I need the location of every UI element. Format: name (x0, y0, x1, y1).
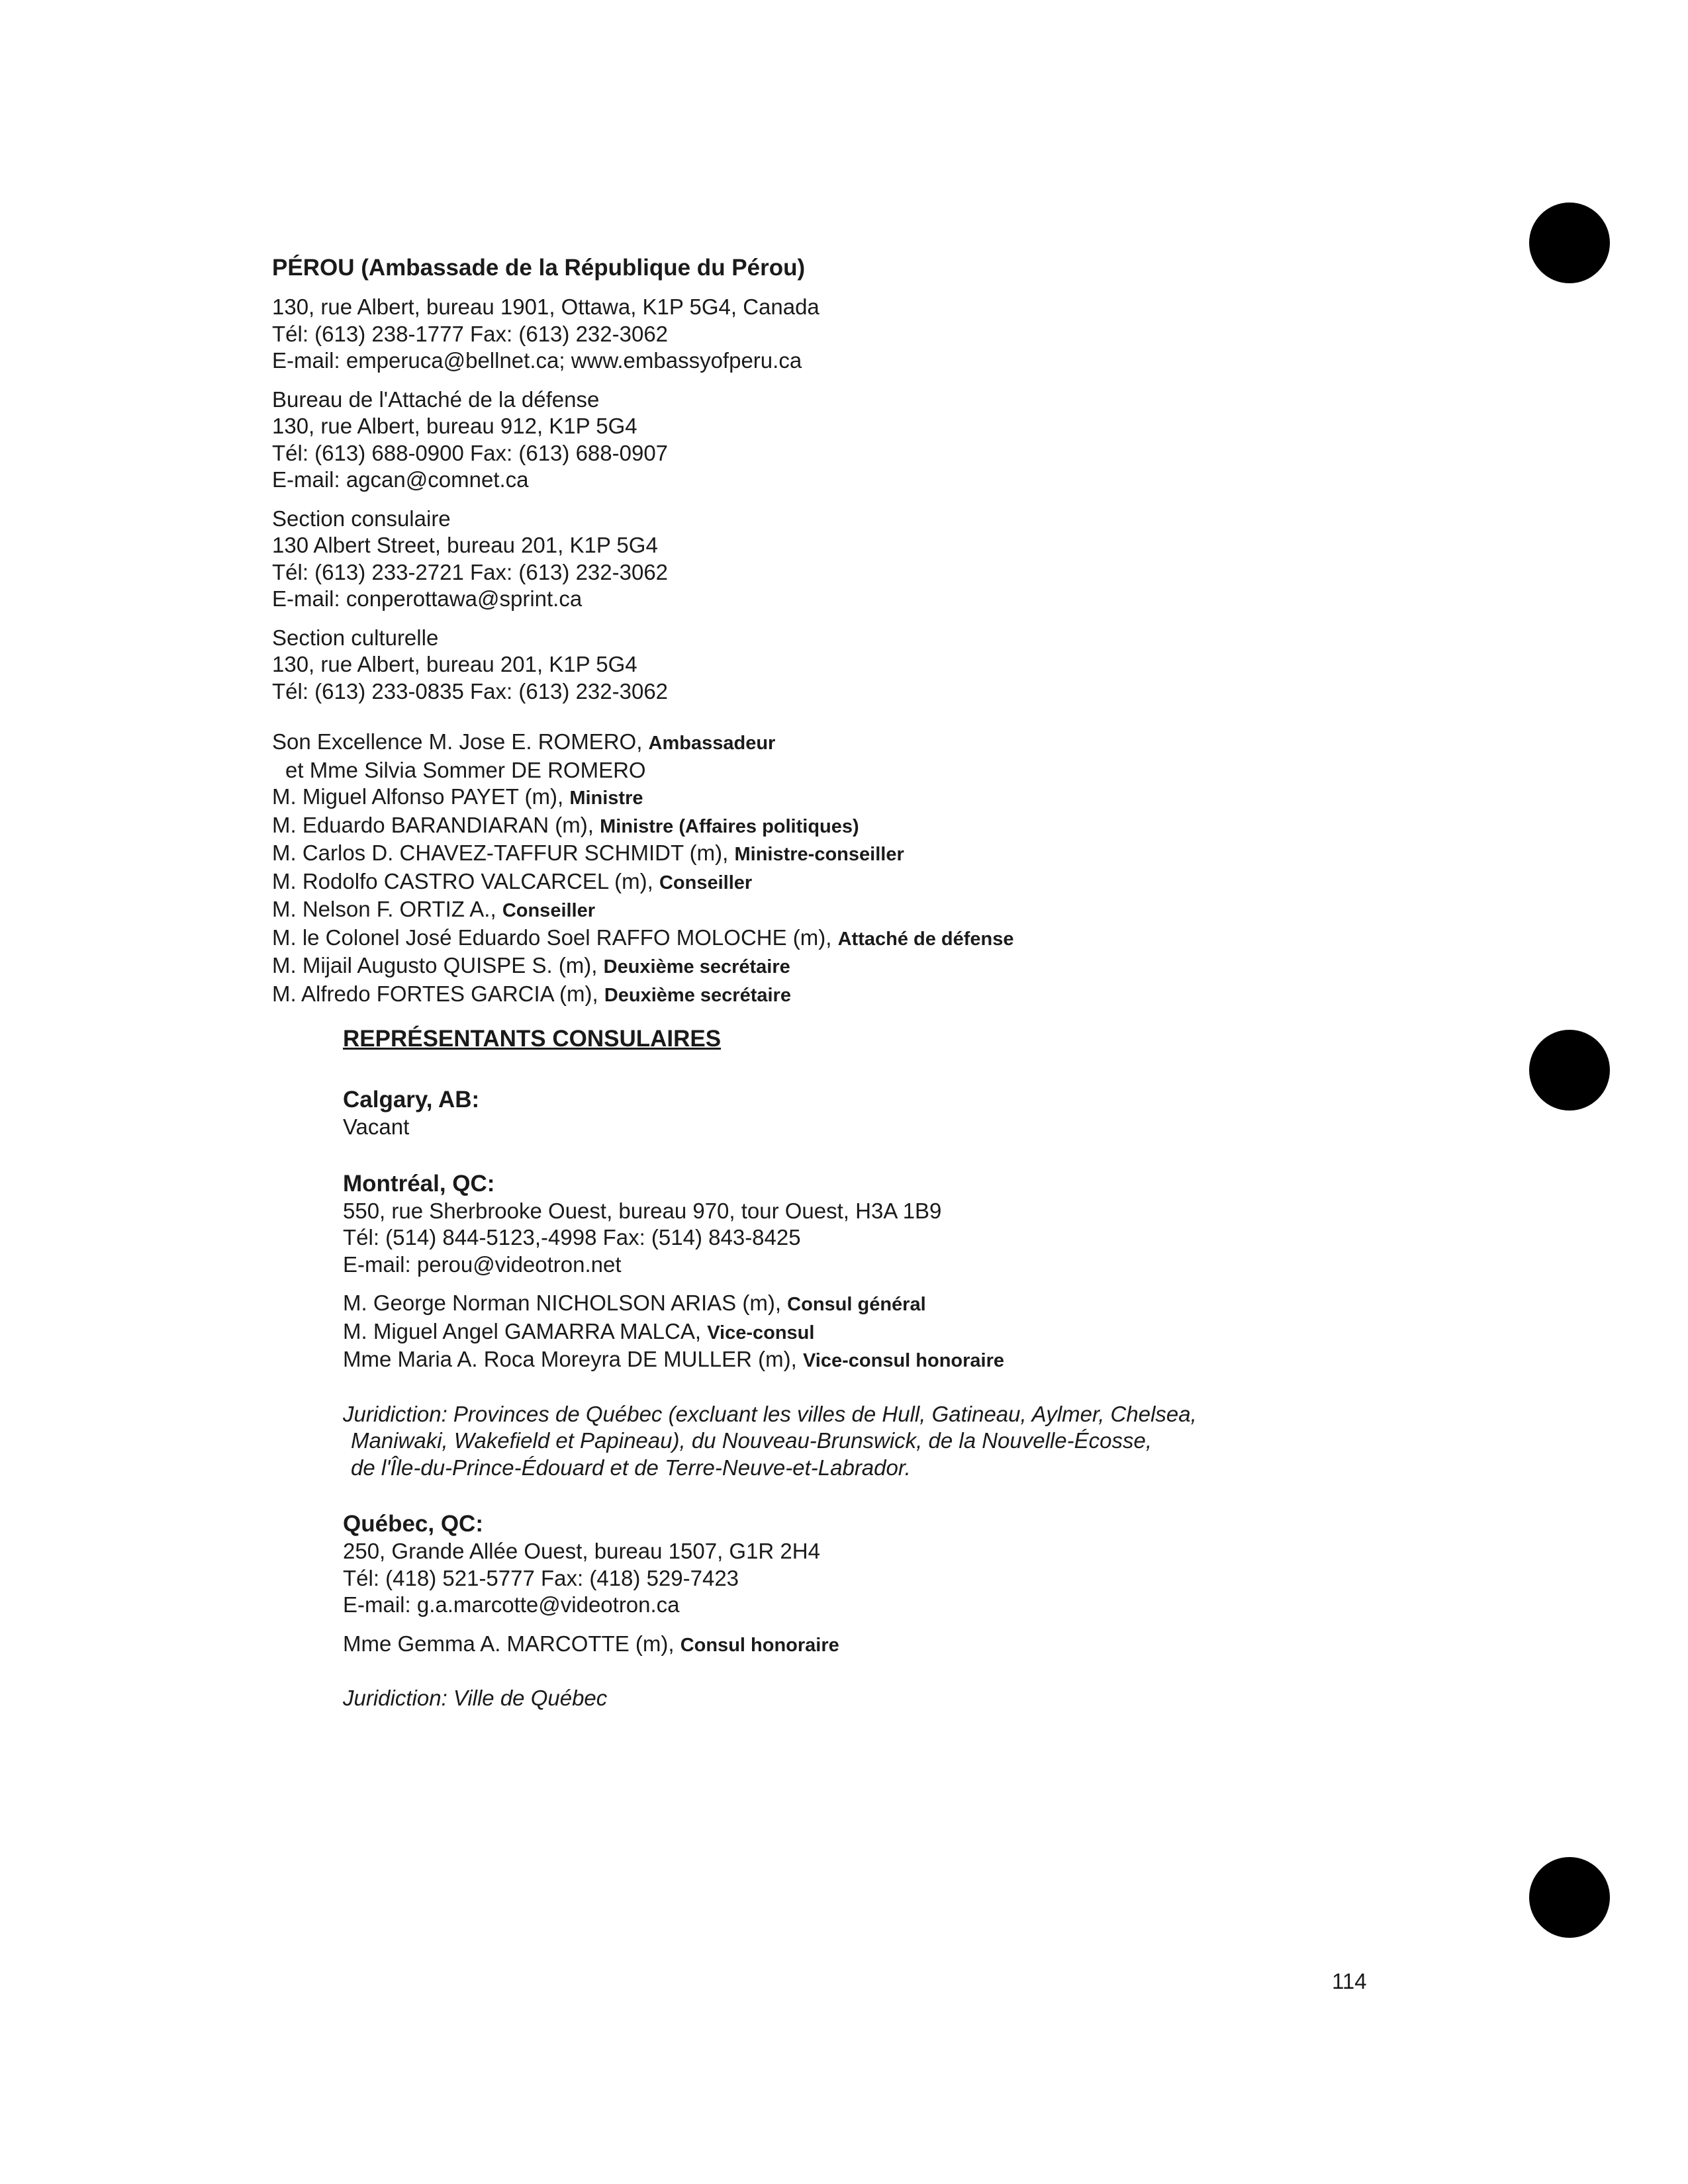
personnel-title: Deuxième secrétaire (603, 956, 790, 978)
address-line: 130, rue Albert, bureau 1901, Ottawa, K1P 5G4, Canada (272, 295, 820, 319)
personnel-name: et Mme Silvia Sommer DE ROMERO (285, 757, 646, 782)
embassy-heading: PÉROU (Ambassade de la République du Pérou) (272, 255, 806, 281)
personnel-name: M. Carlos D. CHAVEZ-TAFFUR SCHMIDT (m), (272, 841, 735, 865)
jurisdiction-line: Juridiction: Ville de Québec (343, 1686, 608, 1710)
office-name: Section consulaire (272, 506, 451, 531)
staff-name: M. George Norman NICHOLSON ARIAS (m), (343, 1291, 788, 1315)
personnel-item (272, 868, 1464, 897)
email-line: E-mail: agcan@comnet.ca (272, 467, 529, 492)
consular-section-title: REPRÉSENTANTS CONSULAIRES (343, 1026, 722, 1052)
email-line: E-mail: emperuca@bellnet.ca; www.embassyofperu.ca (272, 348, 802, 373)
staff-name: Mme Gemma A. MARCOTTE (m), (343, 1631, 680, 1656)
consular-representatives (343, 1025, 1468, 1741)
staff-item (343, 1346, 1468, 1375)
address-block-embassy (272, 294, 1464, 375)
consulate-calgary (343, 1086, 1468, 1141)
phone-line: Tél: (613) 233-2721 Fax: (613) 232-3062 (272, 559, 669, 584)
personnel-name: Son Excellence M. Jose E. ROMERO, (272, 729, 649, 754)
phone-line: Tél: (613) 688-0900 Fax: (613) 688-0907 (272, 440, 669, 465)
staff-title: Vice-consul honoraire (802, 1350, 1005, 1371)
office-name: Bureau de l'Attaché de la défense (272, 387, 600, 412)
phone-line: Tél: (613) 238-1777 Fax: (613) 232-3062 (272, 321, 669, 346)
embassy-entry (272, 254, 1464, 1009)
phone-line: Tél: (418) 521-5777 Fax: (418) 529-7423 (343, 1565, 739, 1590)
email-line: E-mail: conperottawa@sprint.ca (272, 586, 583, 611)
email-line: E-mail: perou@videotron.net (343, 1251, 622, 1277)
personnel-item (272, 925, 1464, 953)
consulate-quebec (343, 1510, 1468, 1712)
consulate-staff (343, 1631, 1468, 1659)
address-block-defense-attache (272, 387, 1464, 494)
jurisdiction-line: Maniwaki, Wakefield et Papineau), du Nouveau-Brunswick, de la Nouvelle-Écosse, (351, 1428, 1152, 1453)
address-line: 250, Grande Allée Ouest, bureau 1507, G1R 2H4 (343, 1539, 820, 1563)
personnel-title: Deuxième secrétaire (604, 984, 791, 1006)
personnel-item (272, 981, 1464, 1009)
personnel-title: Ministre-conseiller (734, 844, 904, 865)
address-line: 550, rue Sherbrooke Ouest, bureau 970, tour Ouest, H3A 1B9 (343, 1198, 942, 1223)
staff-item (343, 1290, 1468, 1318)
personnel-item (272, 784, 1464, 812)
city-name: Calgary, AB: (343, 1087, 480, 1113)
personnel-title: Conseiller (502, 900, 596, 921)
address-line: 130, rue Albert, bureau 201, K1P 5G4 (272, 652, 637, 676)
address-line: 130 Albert Street, bureau 201, K1P 5G4 (272, 533, 658, 557)
address-line: 130, rue Albert, bureau 912, K1P 5G4 (272, 414, 637, 438)
staff-item (343, 1631, 1468, 1659)
phone-line: Tél: (514) 844-5123,-4998 Fax: (514) 843-8425 (343, 1225, 801, 1250)
personnel-item (272, 812, 1464, 841)
personnel-list (272, 729, 1464, 1009)
staff-title: Consul général (787, 1294, 926, 1315)
page-number: 114 (1332, 1969, 1367, 1993)
personnel-title: Ministre (569, 788, 643, 809)
personnel-title: Ambassadeur (648, 733, 776, 754)
personnel-item (272, 840, 1464, 868)
personnel-name: M. Eduardo BARANDIARAN (m), (272, 812, 600, 837)
consulate-montreal (343, 1170, 1468, 1482)
city-name: Québec, QC: (343, 1511, 483, 1537)
personnel-title: Ministre (Affaires politiques) (600, 815, 859, 837)
personnel-name: M. Alfredo FORTES GARCIA (m), (272, 981, 604, 1006)
city-name: Montréal, QC: (343, 1170, 495, 1197)
personnel-name: M. Mijail Augusto QUISPE S. (m), (272, 953, 604, 978)
personnel-name: M. Miguel Alfonso PAYET (m), (272, 784, 570, 809)
jurisdiction-line: Juridiction: Provinces de Québec (excluant les villes de Hull, Gatineau, Aylmer, Chelsea, (343, 1401, 1197, 1426)
personnel-title: Conseiller (659, 872, 753, 893)
personnel-name: M. Rodolfo CASTRO VALCARCEL (m), (272, 868, 659, 893)
consulate-status: Vacant (343, 1115, 410, 1139)
personnel-title: Attaché de défense (837, 928, 1014, 950)
personnel-name: M. le Colonel José Eduardo Soel RAFFO MOLOCHE (m), (272, 925, 838, 950)
jurisdiction-note (343, 1685, 1468, 1712)
binder-hole-top (1529, 203, 1610, 283)
address-block-cultural-section (272, 625, 1464, 705)
staff-title: Consul honoraire (680, 1634, 839, 1656)
jurisdiction-line: de l'Île-du-Prince-Édouard et de Terre-Neuve-et-Labrador. (351, 1455, 911, 1480)
email-line: E-mail: g.a.marcotte@videotron.ca (343, 1592, 680, 1617)
binder-hole-bottom (1529, 1857, 1610, 1938)
personnel-item (272, 896, 1464, 925)
personnel-item (272, 729, 1464, 757)
staff-title: Vice-consul (707, 1322, 815, 1343)
staff-name: Mme Maria A. Roca Moreyra DE MULLER (m), (343, 1347, 803, 1371)
personnel-item (272, 757, 1464, 784)
address-block-consular-section (272, 506, 1464, 613)
office-name: Section culturelle (272, 625, 439, 650)
staff-name: M. Miguel Angel GAMARRA MALCA, (343, 1318, 708, 1343)
personnel-item (272, 952, 1464, 981)
phone-line: Tél: (613) 233-0835 Fax: (613) 232-3062 (272, 678, 669, 704)
jurisdiction-note (343, 1401, 1468, 1482)
consulate-staff (343, 1290, 1468, 1375)
staff-item (343, 1318, 1468, 1347)
personnel-name: M. Nelson F. ORTIZ A., (272, 897, 502, 921)
binder-hole-middle (1529, 1030, 1610, 1111)
